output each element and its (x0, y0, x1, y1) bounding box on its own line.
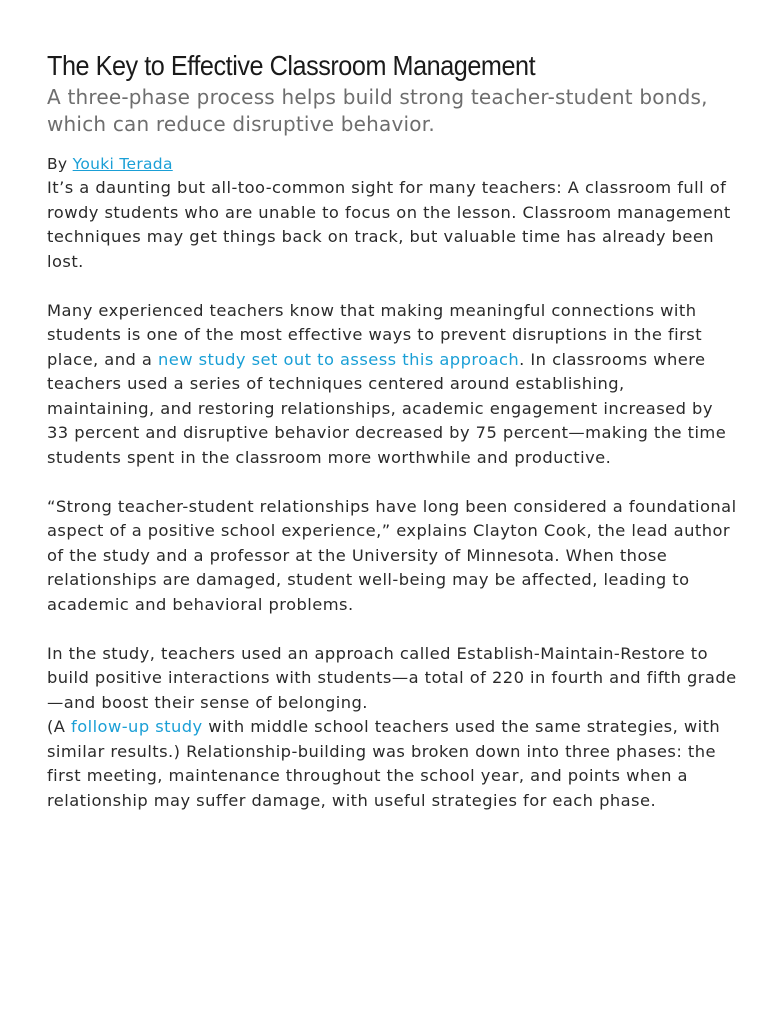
paragraph-4-text-start: (A (47, 717, 72, 736)
paragraph-2-text-end: . In classrooms where teachers used a series of techniques centered around establishing, maintaining, and restoring relationships, academic engagement increased by 33 percent and disruptive behavior decreased by 75 percent—making the time students spent in the classroom more worthwhile and productive. (47, 349, 727, 467)
paragraph-3: “Strong teacher-student relationships have long been considered a foundational aspect of a positive school experience,” explains Clayton Cook, the lead author of the study and a professor at the University of Minnesota. When those relationships are damaged, student well-being may be affected, leading to academic and behavioral problems. (47, 496, 737, 614)
paragraph-2-text-start: Many experienced teachers know that making meaningful connections with students is one of the most effective ways to prevent disruptions in the first place, and a (47, 300, 703, 369)
article-body (47, 176, 737, 813)
paragraph-1: It’s a daunting but all-too-common sight for many teachers: A classroom full of rowdy students who are unable to focus on the lesson. Classroom management techniques may get things back on track, but valuable time has already been lost. (47, 178, 731, 271)
author-link[interactable]: Youki Terada (72, 155, 173, 173)
paragraph-4-text-end: with middle school teachers used the same strategies, with similar results.) Relationship-building was broken down into three phases: the first meeting, maintenance throughout the school year, and points when a relationship may suffer damage, with useful strategies for each phase. (47, 717, 721, 810)
paragraph-4: In the study, teachers used an approach called Establish-Maintain-Restore to build positive interactions with students—a total of 220 in fourth and fifth grade—and boost their sense of belonging. (47, 643, 737, 712)
article (47, 49, 737, 813)
new-study-link[interactable]: new study set out to assess this approach (157, 349, 520, 369)
paragraph-4-continued (47, 715, 737, 813)
article-subtitle: A three-phase process helps build strong teacher-student bonds, which can reduce disruptive behavior. (47, 85, 708, 136)
article-title: The Key to Effective Classroom Management (47, 50, 536, 81)
paragraph-2 (47, 299, 737, 471)
byline (47, 152, 737, 176)
byline-prefix: By (47, 155, 73, 173)
follow-up-study-link[interactable]: follow-up study (71, 717, 203, 736)
